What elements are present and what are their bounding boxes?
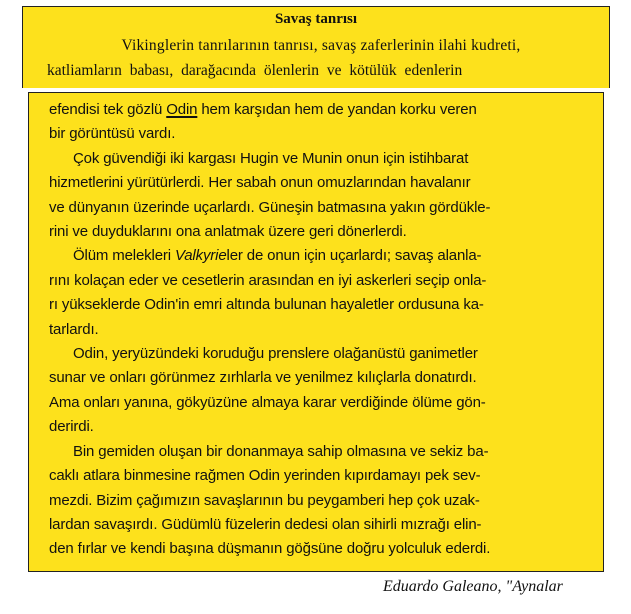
intro-panel (22, 6, 610, 88)
paragraph-line: ve dünyanın üzerinde uçarlardı. Güneşin batmasına yakın gördükle- (49, 198, 491, 216)
paragraph-line: bir görüntüsü vardı. (49, 125, 176, 143)
paragraph-line: rini ve duyduklarını ona anlatmak üzere geri dönerlerdi. (49, 223, 407, 241)
paragraph-line: caklı atlara binmesine rağmen Odin yerinden kıpırdamayı pek sev- (49, 467, 481, 485)
paragraph-line: Çok güvendiği iki kargası Hugin ve Munin onun için istihbarat (73, 149, 469, 167)
text-run: efendisi tek gözlü (49, 101, 167, 118)
intro-line: Vikinglerin tanrılarının tanrısı, savaş zaferlerinin ilahi kudreti, (121, 37, 521, 54)
paragraph-line: tarlardı. (49, 320, 99, 338)
paragraph-line: derirdi. (49, 418, 94, 436)
paragraph-line: lardan savaşırdı. Güdümlü füzelerin dedesi olan sihirli mızrağı elin- (49, 515, 482, 533)
paragraph-line: Ama onları yanına, gökyüzüne almaya karar verdiğinde ölüme gön- (49, 393, 486, 411)
paragraph-line: sunar ve onları görünmez zırhlarla ve yenilmez kılıçlarla donatırdı. (49, 369, 477, 387)
paragraph-line (49, 98, 597, 122)
text-run: hem karşıdan hem de yandan korku veren (197, 101, 477, 118)
text-run: Ölüm melekleri (73, 247, 175, 265)
page-title: Savaş tanrısı (274, 11, 358, 27)
paragraph-line: Odin, yeryüzündeki koruduğu prenslere olağanüstü ganimetler (73, 345, 478, 363)
valkyrie-term: Valkyrie (174, 247, 227, 265)
article-body (49, 98, 597, 562)
intro-text (47, 33, 595, 83)
attribution: Eduardo Galeano, "Aynalar (383, 578, 563, 595)
paragraph-line: den fırlar ve kendi başına düşmanın göğsüne doğru yolculuk ederdi. (49, 540, 491, 558)
intro-line: katliamların babası, darağacında ölenlerin ve kötülük edenlerin (47, 62, 463, 79)
paragraph-line: rını kolaçan eder ve cesetlerin arasından en iyi askerleri seçip onla- (49, 271, 487, 289)
paragraph-line: hizmetlerini yürütürlerdi. Her sabah onun omuzlarından havalanır (49, 174, 471, 192)
paragraph-line: Bin gemiden oluşan bir donanmaya sahip olmasına ve sekiz ba- (73, 442, 489, 460)
paragraph-line (49, 244, 597, 268)
article-panel (28, 92, 604, 572)
text-run: ler de onun için uçarlardı; savaş alanla- (226, 247, 482, 265)
paragraph-line: rı yükseklerde Odin'in emri altında bulunan hayaletler ordusuna ka- (49, 296, 484, 314)
odin-highlight: Odin (166, 101, 198, 118)
paragraph-line: mezdi. Bizim çağımızın savaşlarının bu peygamberi hep çok uzak- (49, 491, 480, 509)
